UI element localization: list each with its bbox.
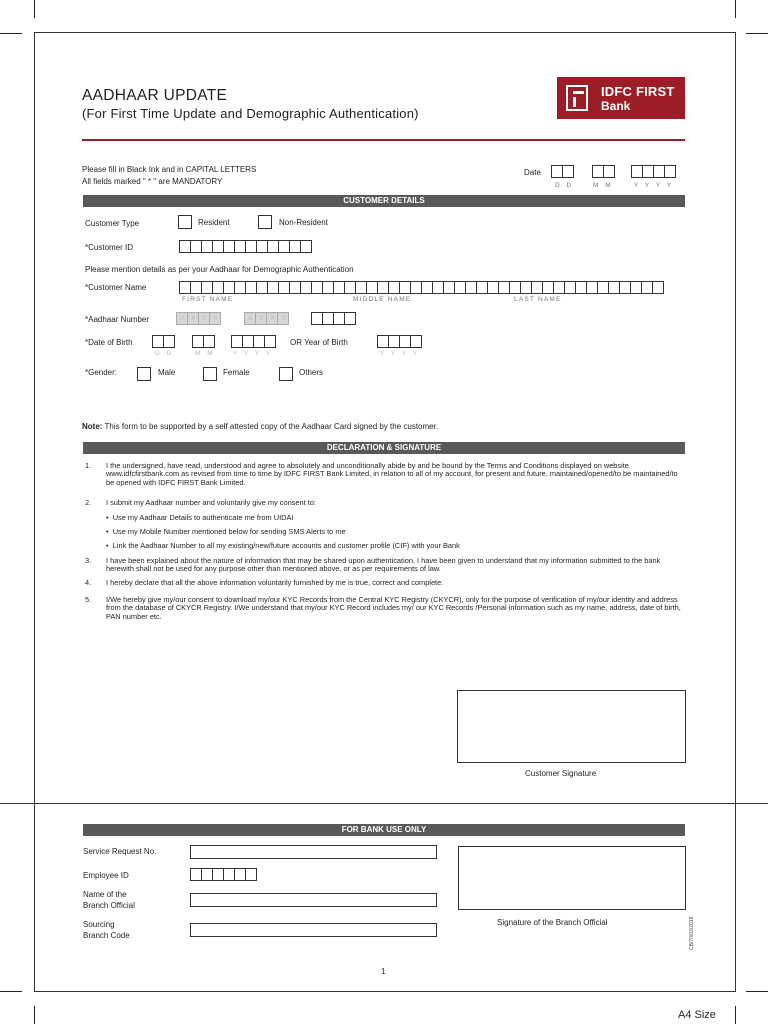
declaration-text: I the undersigned, have read, understood and agree to absolutely and unconditionally abide by and be bound by the Terms and Conditions displayed on website www.idfcfirstbank.com as revised from time to time by IDFC FIRST Bank Limited, in relation to all of my account, for present and future, maintained/opened/to be maintained/to be opened with IDFC FIRST Bank Limited. bbox=[106, 461, 678, 487]
crop-mark bbox=[735, 0, 736, 18]
year-of-birth-label: OR Year of Birth bbox=[290, 338, 348, 347]
male-label: Male bbox=[158, 368, 176, 377]
dob-mm-cells[interactable] bbox=[192, 335, 214, 348]
service-request-field[interactable] bbox=[190, 845, 437, 859]
declaration-number: 2. bbox=[85, 498, 92, 507]
non-resident-label: Non-Resident bbox=[279, 218, 328, 227]
sourcing-label-2: Branch Code bbox=[83, 931, 130, 940]
date-hint-yyyy: Y Y Y Y bbox=[634, 182, 674, 189]
branch-official-signature-label: Signature of the Branch Official bbox=[497, 918, 608, 927]
sourcing-branch-code-field[interactable] bbox=[190, 923, 437, 937]
branch-official-label-1: Name of the bbox=[83, 890, 127, 899]
customer-signature-box[interactable] bbox=[457, 690, 686, 763]
customer-id-cells[interactable] bbox=[179, 240, 311, 253]
declaration-number: 4. bbox=[85, 578, 92, 587]
page-number: 1 bbox=[381, 967, 386, 976]
note-text: This form to be supported by a self attested copy of the Aadhaar Card signed by the customer. bbox=[104, 422, 439, 431]
customer-signature-label: Customer Signature bbox=[525, 769, 597, 778]
declaration-header: DECLARATION & SIGNATURE bbox=[83, 442, 685, 454]
crop-mark bbox=[34, 1006, 35, 1024]
customer-type-label: Customer Type bbox=[85, 219, 140, 228]
first-name-hint: FIRST NAME bbox=[182, 296, 234, 303]
logo-text-line1: IDFC FIRST bbox=[601, 84, 675, 99]
declaration-text: I submit my Aadhaar number and voluntarily give my consent to: bbox=[106, 498, 316, 507]
customer-name-label: *Customer Name bbox=[85, 283, 147, 292]
crop-mark bbox=[746, 991, 768, 992]
bullet-text: Use my Mobile Number mentioned below for sending SMS Alerts to me bbox=[112, 527, 346, 536]
note-prefix: Note: bbox=[82, 422, 103, 431]
branch-official-label-2: Branch Official bbox=[83, 901, 135, 910]
date-dd-cells[interactable] bbox=[551, 165, 573, 178]
aadhaar-mask-text-2: X X X X bbox=[248, 315, 289, 322]
dob-hint-yyyy: Y Y Y Y bbox=[233, 350, 273, 357]
employee-id-cells[interactable] bbox=[190, 868, 256, 881]
instruction-line-1: Please fill in Black Ink and in CAPITAL LETTERS bbox=[82, 165, 257, 174]
sourcing-label-1: Sourcing bbox=[83, 920, 115, 929]
perforation-line bbox=[0, 803, 768, 804]
female-label: Female bbox=[223, 368, 250, 377]
instruction-line-2: All fields marked " * " are MANDATORY bbox=[82, 177, 223, 186]
others-checkbox[interactable] bbox=[279, 367, 293, 381]
date-label: Date bbox=[524, 168, 541, 177]
form-code: CB/70/03/2019 bbox=[689, 916, 695, 950]
year-of-birth-cells[interactable] bbox=[377, 335, 421, 348]
middle-name-hint: MIDDLE NAME bbox=[353, 296, 412, 303]
crop-mark bbox=[0, 991, 22, 992]
header-divider bbox=[82, 139, 685, 141]
paper-size-label: A4 Size bbox=[678, 1009, 716, 1021]
resident-label: Resident bbox=[198, 218, 230, 227]
female-checkbox[interactable] bbox=[203, 367, 217, 381]
declaration-number: 3. bbox=[85, 556, 92, 565]
note bbox=[82, 422, 438, 431]
declaration-text: I/We hereby give my/our consent to download my/our KYC Records from the Central KYC Registry (CKYCR), only for the purpose of verification of my/our identity and address from the database of CKYCR Registry. I/We understand that my/our KYC Record includes my/ our KYC Records /Personal information such as my name, address, date of birth, PAN number etc. bbox=[106, 595, 681, 621]
demographic-note: Please mention details as per your Aadhaar for Demographic Authentication bbox=[85, 265, 354, 274]
declaration-text: I hereby declare that all the above information voluntarily furnished by me is true, correct and complete. bbox=[106, 578, 444, 587]
bank-logo bbox=[557, 77, 685, 119]
date-hint-mm: M M bbox=[593, 182, 614, 189]
crop-mark bbox=[735, 1006, 736, 1024]
gender-label: *Gender: bbox=[85, 368, 118, 377]
declaration-text: I have been explained about the nature of information that may be shared upon authentication. I have been given to understand that my information submitted to the bank herewith shall not be used for any purpose other than mentioned above, or as per requirements of law. bbox=[106, 556, 661, 574]
date-hint-dd: D D bbox=[555, 182, 574, 189]
aadhaar-mask-text-1: X X X X bbox=[180, 315, 221, 322]
dob-dd-cells[interactable] bbox=[152, 335, 174, 348]
branch-official-signature-box[interactable] bbox=[458, 846, 686, 910]
bank-use-header: FOR BANK USE ONLY bbox=[83, 824, 685, 836]
declaration-number: 5. bbox=[85, 595, 92, 604]
date-mm-cells[interactable] bbox=[592, 165, 614, 178]
declaration-number: 1. bbox=[85, 461, 92, 470]
customer-name-cells[interactable] bbox=[179, 281, 663, 294]
form-title: AADHAAR UPDATE bbox=[82, 87, 228, 104]
dob-yyyy-cells[interactable] bbox=[231, 335, 275, 348]
dob-label: *Date of Birth bbox=[85, 338, 133, 347]
dob-hint-dd: D D bbox=[155, 350, 174, 357]
crop-mark bbox=[0, 33, 22, 34]
yob-hint: Y Y Y Y bbox=[380, 350, 420, 357]
last-name-hint: LAST NAME bbox=[514, 296, 562, 303]
bullet-text: Link the Aadhaar Number to all my existing/new/future accounts and customer profile (CIF) with your Bank bbox=[112, 541, 460, 550]
bullet-text: Use my Aadhaar Details to authenticate me from UIDAI bbox=[112, 513, 294, 522]
others-label: Others bbox=[299, 368, 324, 377]
aadhaar-number-label: *Aadhaar Number bbox=[85, 315, 150, 324]
dob-hint-mm: M M bbox=[195, 350, 216, 357]
form-subtitle: (For First Time Update and Demographic Authentication) bbox=[82, 106, 419, 121]
non-resident-checkbox[interactable] bbox=[258, 215, 272, 229]
crop-mark bbox=[746, 33, 768, 34]
date-yyyy-cells[interactable] bbox=[631, 165, 675, 178]
logo-mark-icon bbox=[566, 85, 588, 111]
aadhaar-last4-cells[interactable] bbox=[311, 312, 355, 325]
branch-official-name-field[interactable] bbox=[190, 893, 437, 907]
service-request-label: Service Request No. bbox=[83, 847, 157, 856]
crop-mark bbox=[34, 0, 35, 18]
employee-id-label: Employee ID bbox=[83, 871, 129, 880]
customer-details-header: CUSTOMER DETAILS bbox=[83, 195, 685, 207]
customer-id-label: *Customer ID bbox=[85, 243, 134, 252]
male-checkbox[interactable] bbox=[137, 367, 151, 381]
resident-checkbox[interactable] bbox=[178, 215, 192, 229]
logo-text-line2: Bank bbox=[601, 99, 631, 113]
